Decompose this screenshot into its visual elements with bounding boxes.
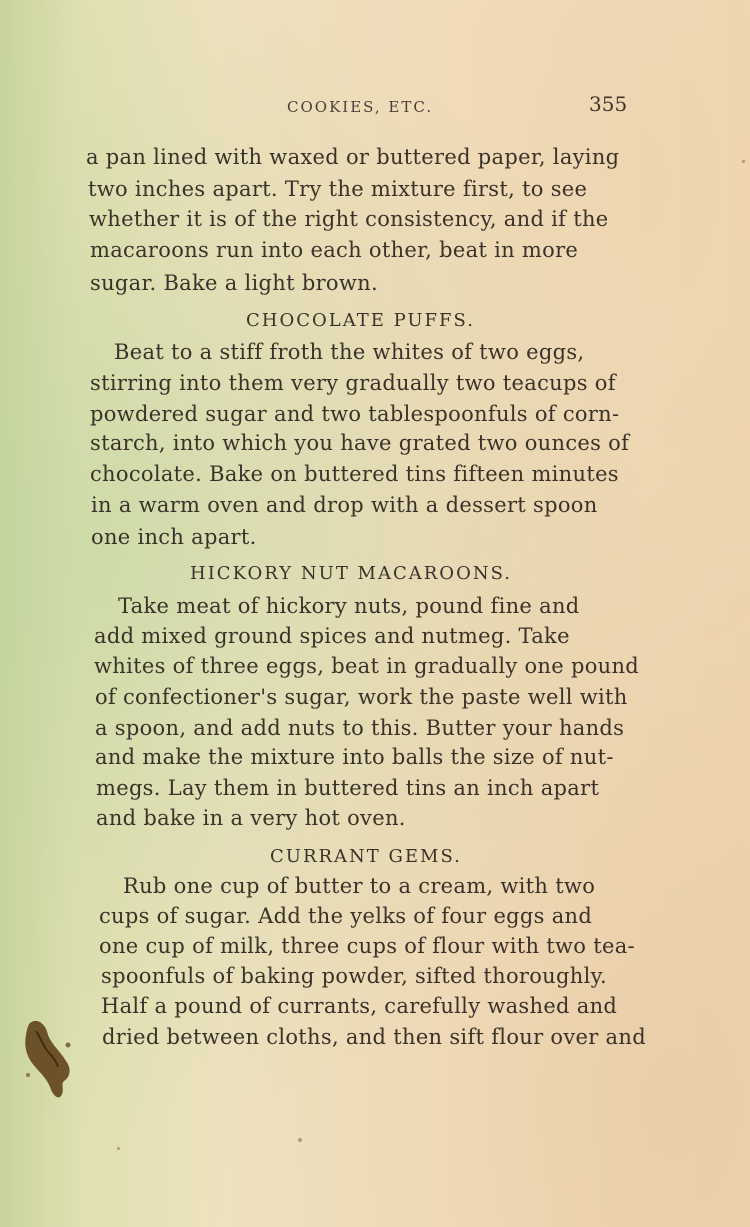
recipe-line: stirring into them very gradually two teacups of: [90, 371, 616, 395]
recipe-line: chocolate. Bake on buttered tins fifteen minutes: [90, 462, 619, 486]
recipe-line: Beat to a stiff froth the whites of two eggs,: [114, 340, 585, 364]
intro-line: a pan lined with waxed or buttered paper, laying: [86, 145, 620, 169]
section-heading-chocolate-puffs: CHOCOLATE PUFFS.: [246, 310, 475, 331]
intro-line: two inches apart. Try the mixture first, to see: [88, 177, 588, 201]
page-number: 355: [589, 92, 628, 116]
recipe-line: one inch apart.: [91, 525, 257, 549]
recipe-line: powdered sugar and two tablespoonfuls of corn-: [90, 402, 620, 426]
paper-speck: [117, 1147, 120, 1150]
running-head: COOKIES, ETC.: [287, 98, 434, 116]
ink-stain: [20, 1015, 78, 1100]
recipe-line: and bake in a very hot oven.: [96, 806, 406, 830]
intro-line: whether it is of the right consistency, and if the: [89, 207, 609, 231]
paper-speck: [298, 1138, 302, 1142]
recipe-line: add mixed ground spices and nutmeg. Take: [94, 624, 570, 648]
section-heading-hickory-nut-macaroons: HICKORY NUT MACAROONS.: [190, 563, 512, 584]
intro-line: sugar. Bake a light brown.: [90, 271, 378, 295]
recipe-line: megs. Lay them in buttered tins an inch apart: [96, 776, 600, 800]
recipe-line: cups of sugar. Add the yelks of four eggs and: [99, 904, 593, 928]
recipe-line: spoonfuls of baking powder, sifted thoroughly.: [101, 964, 607, 988]
recipe-line: one cup of milk, three cups of flour with two tea-: [99, 934, 635, 958]
section-heading-currant-gems: CURRANT GEMS.: [270, 846, 462, 867]
recipe-line: in a warm oven and drop with a dessert spoon: [91, 493, 598, 517]
recipe-line: of confectioner's sugar, work the paste well with: [95, 685, 628, 709]
recipe-line: dried between cloths, and then sift flour over and: [102, 1025, 646, 1049]
intro-line: macaroons run into each other, beat in more: [90, 238, 579, 262]
recipe-line: starch, into which you have grated two ounces of: [90, 431, 630, 455]
recipe-line: Half a pound of currants, carefully washed and: [101, 994, 618, 1018]
paper-speck: [742, 160, 745, 163]
recipe-line: a spoon, and add nuts to this. Butter your hands: [95, 716, 625, 740]
recipe-line: whites of three eggs, beat in gradually one pound: [94, 654, 640, 678]
recipe-line: Rub one cup of butter to a cream, with two: [123, 874, 596, 898]
recipe-line: Take meat of hickory nuts, pound fine and: [118, 594, 580, 618]
recipe-line: and make the mixture into balls the size of nut-: [95, 745, 614, 769]
